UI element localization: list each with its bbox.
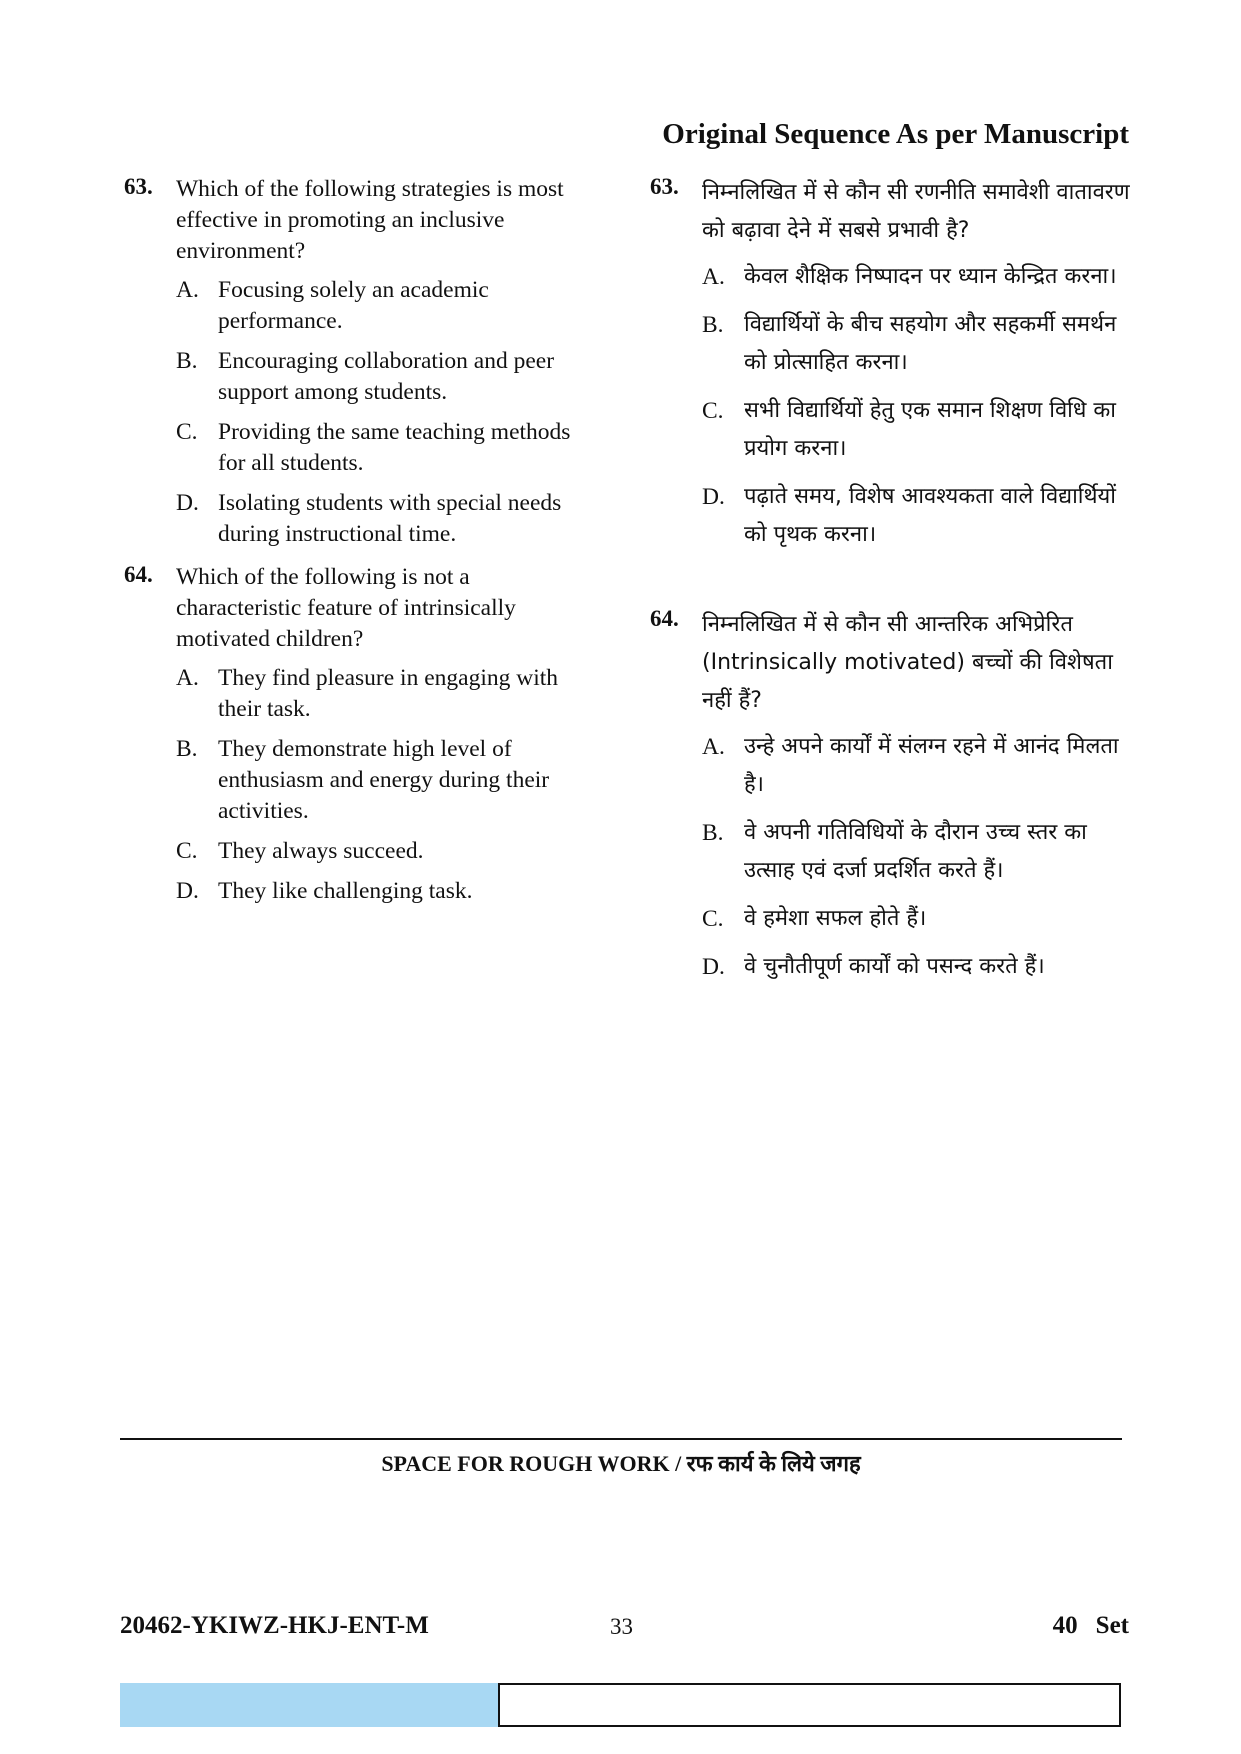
option-label: A.: [702, 734, 725, 760]
option-label: B.: [176, 348, 198, 374]
option-label: B.: [176, 736, 198, 762]
option-label: C.: [702, 906, 724, 932]
option-label: D.: [702, 954, 725, 980]
option-d: [176, 876, 584, 907]
option-a: [176, 275, 584, 337]
option-b: [176, 734, 584, 827]
option-a: [176, 663, 584, 725]
page-number: 33: [610, 1614, 633, 1639]
set-indicator: [1053, 1612, 1129, 1640]
option-label: A.: [176, 277, 199, 303]
options-list: [702, 258, 1130, 554]
option-c: [702, 900, 1130, 938]
option-label: A.: [176, 665, 199, 691]
option-d: [702, 948, 1130, 986]
option-text: वे हमेशा सफल होते हैं।: [744, 906, 927, 931]
option-label: B.: [702, 820, 724, 846]
rough-work-label: SPACE FOR ROUGH WORK / रफ कार्य के लिये जगह: [381, 1451, 861, 1476]
option-text: वे चुनौतीपूर्ण कार्यों को पसन्द करते हैं।: [744, 954, 1045, 979]
rough-work-divider: [120, 1438, 1122, 1440]
question-63-en: [124, 174, 584, 562]
options-list: [702, 728, 1130, 986]
question-number: 63.: [650, 174, 679, 199]
option-b: [702, 306, 1130, 382]
option-label: D.: [702, 484, 725, 510]
footer-empty-box: [498, 1683, 1121, 1727]
option-label: C.: [702, 398, 724, 424]
option-text: They demonstrate high level of enthusiasm and energy during their activities.: [218, 736, 550, 824]
option-a: [702, 258, 1130, 296]
option-label: C.: [176, 838, 198, 864]
option-text: They find pleasure in engaging with their task.: [218, 665, 559, 722]
hindi-column: [650, 174, 1130, 996]
option-c: [176, 836, 584, 867]
option-a: [702, 728, 1130, 804]
option-label: D.: [176, 490, 199, 516]
option-d: [176, 488, 584, 550]
option-text: केवल शैक्षिक निष्पादन पर ध्यान केन्द्रित करना।: [744, 264, 1117, 289]
option-text: वे अपनी गतिविधियों के दौरान उच्च स्तर का उत्साह एवं दर्जा प्रदर्शित करते हैं।: [744, 820, 1087, 883]
option-text: Focusing solely an academic performance.: [218, 277, 489, 334]
option-b: [176, 346, 584, 408]
option-label: C.: [176, 419, 198, 445]
option-text: Encouraging collaboration and peer support among students.: [218, 348, 555, 405]
option-label: A.: [702, 264, 725, 290]
options-list: [176, 663, 584, 907]
set-label: Set: [1095, 1612, 1129, 1639]
option-text: They always succeed.: [218, 838, 424, 864]
question-number: 63.: [124, 174, 153, 199]
question-63-hi: [650, 174, 1130, 606]
question-number: 64.: [124, 562, 153, 587]
option-text: They like challenging task.: [218, 878, 473, 904]
option-b: [702, 814, 1130, 890]
option-d: [702, 478, 1130, 554]
option-text: पढ़ाते समय, विशेष आवश्यकता वाले विद्यार्थियों को पृथक करना।: [744, 484, 1116, 547]
question-text: निम्नलिखित में से कौन सी रणनीति समावेशी वातावरण को बढ़ावा देने में सबसे प्रभावी है?: [702, 180, 1130, 243]
question-64-en: [124, 562, 584, 907]
option-label: B.: [702, 312, 724, 338]
question-text: Which of the following strategies is most effective in promoting an inclusive environment?: [176, 176, 564, 264]
option-text: Isolating students with special needs during instructional time.: [218, 490, 562, 547]
set-number: 40: [1052, 1612, 1078, 1639]
question-number: 64.: [650, 606, 679, 631]
question-text: Which of the following is not a characteristic feature of intrinsically motivated children?: [176, 564, 516, 652]
question-64-hi: [650, 606, 1130, 986]
option-c: [702, 392, 1130, 468]
option-text: Providing the same teaching methods for all students.: [218, 419, 571, 476]
english-column: [124, 174, 584, 916]
paper-code: 20462-YKIWZ-HKJ-ENT-M: [120, 1612, 429, 1639]
option-c: [176, 417, 584, 479]
option-text: विद्यार्थियों के बीच सहयोग और सहकर्मी समर्थन को प्रोत्साहित करना।: [744, 312, 1117, 375]
page-header: Original Sequence As per Manuscript: [662, 118, 1129, 150]
footer-color-bar: [120, 1683, 498, 1727]
option-text: सभी विद्यार्थियों हेतु एक समान शिक्षण विधि का प्रयोग करना।: [744, 398, 1117, 461]
options-list: [176, 275, 584, 550]
option-text: उन्हे अपने कार्यों में संलग्न रहने में आनंद मिलता है।: [744, 734, 1119, 797]
option-label: D.: [176, 878, 199, 904]
question-text: निम्नलिखित में से कौन सी आन्तरिक अभिप्रेरित (Intrinsically motivated) बच्चों की विशेषता नहीं हैं?: [702, 612, 1113, 713]
